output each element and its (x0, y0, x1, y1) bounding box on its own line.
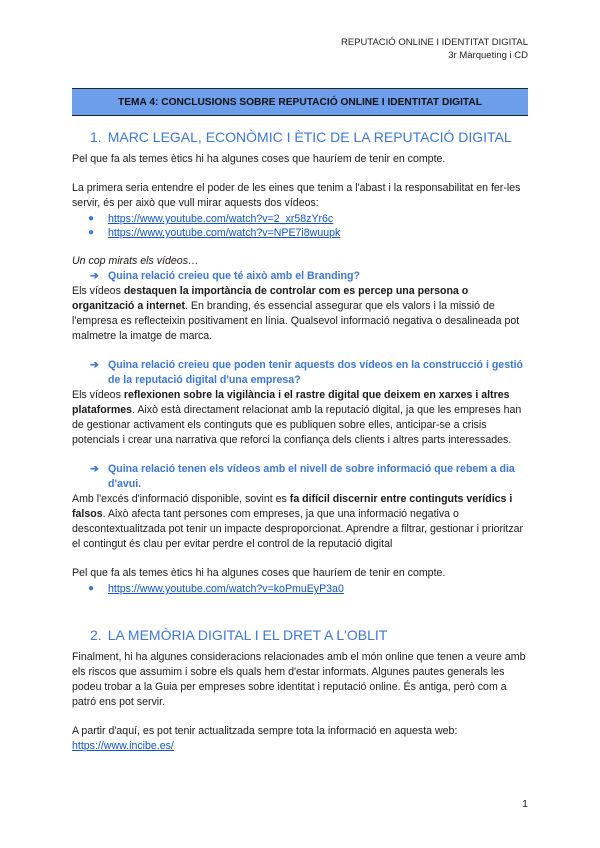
page-number: 1 (522, 798, 528, 810)
section-1-number: 1. (90, 129, 102, 145)
section-2-heading (90, 626, 530, 644)
question-1 (72, 269, 530, 284)
header-title: REPUTACIÓ ONLINE I IDENTITAT DIGITAL (340, 37, 528, 48)
section-1-title: MARC LEGAL, ECONÒMIC I ÈTIC DE LA REPUTACIÓ DIGITAL (107, 129, 512, 145)
list-item (72, 226, 530, 240)
answer-3-text-b: . Això afecta tant persones com empreses, ja que una informació negativa o descontextualitzada pot tenir un impacte desproporcionat. Aprendre a filtrar, gestionar i prioritzar el contingut és clau per evitar perdre el control de la reputació digital (72, 508, 524, 550)
answer-1-text-b: . En branding, és essencial assegurar que els valors i la missió de l'empresa es reflecteixin positivament en línia. Qualsevol informació negativa o desalineada pot malmetre la imatge de marca. (72, 300, 520, 342)
video-link-2[interactable]: https://www.youtube.com/watch?v=NPE7i8wuupk (108, 227, 341, 239)
arrow-right-icon: ➔ (90, 359, 99, 371)
after-videos-note: Un cop mirats els vídeos… (72, 255, 199, 267)
topic-banner: TEMA 4: CONCLUSIONS SOBRE REPUTACIÓ ONLINE I IDENTITAT DIGITAL (72, 88, 528, 116)
bullet-icon: ● (88, 583, 95, 594)
arrow-right-icon: ➔ (90, 463, 99, 475)
question-2-text: Quina relació creieu que poden tenir aquests dos vídeos en la construcció i gestió de la reputació digital d'una empresa? (108, 359, 524, 386)
answer-3 (72, 492, 530, 552)
answer-2-bold: reflexionen sobre la vigilància i el rastre digital que deixem en xarxes i altres plataformes (72, 389, 510, 416)
section-2-title: LA MEMÒRIA DIGITAL I EL DRET A L'OBLIT (107, 627, 388, 643)
video-links-list (72, 212, 530, 240)
document-body (72, 128, 530, 754)
section-1-heading (90, 128, 530, 146)
answer-2 (72, 388, 530, 448)
section-1-intro: Pel que fa als temes ètics hi ha algunes coses que hauríem de tenir en compte. (72, 153, 446, 165)
list-item (72, 582, 530, 596)
section-1-outro: Pel que fa als temes ètics hi ha algunes coses que hauríem de tenir en compte. (72, 567, 446, 579)
answer-1 (72, 284, 530, 344)
question-3-text: Quina relació tenen els vídeos amb el nivell de sobre informació que rebem a dia d'avui. (108, 463, 515, 490)
section-2-para2: A partir d'aquí, es pot tenir actualitzada sempre tota la informació en aquesta web: (72, 725, 458, 737)
answer-3-bold: fa difícil discernir entre continguts verídics i falsos (72, 493, 513, 520)
section-2-number: 2. (90, 627, 102, 643)
question-2 (72, 358, 530, 388)
video-links-list-2 (72, 582, 530, 596)
header-course: 3r Màrqueting i CD (448, 50, 528, 61)
bullet-icon: ● (88, 227, 95, 238)
arrow-right-icon: ➔ (90, 270, 99, 282)
section-1-para2: La primera seria entendre el poder de les eines que tenim a l'abast i la responsabilitat en fer-les servir, és per això que vull mirar aquests dos vídeos: (72, 182, 521, 209)
answer-1-text-a: Els vídeos (72, 285, 124, 297)
question-3 (72, 462, 530, 492)
question-1-text: Quina relació creieu que té això amb el Branding? (108, 270, 360, 282)
list-item (72, 212, 530, 226)
video-link-3[interactable]: https://www.youtube.com/watch?v=koPmuEyP3a0 (108, 583, 344, 595)
page-header (341, 36, 528, 62)
answer-3-text-a: Amb l'excés d'informació disponible, sovint es (72, 493, 290, 505)
answer-2-text-b: . Això està directament relacionat amb la reputació digital, ja que les empreses han de gestionar activament els continguts que es publiquen sobre elles, anticipar-se a crisis potencials i crear una narrativa que reforci la confiança dels clients i altres parts interessades. (72, 404, 522, 446)
incibe-link[interactable]: https://www.incibe.es/ (72, 740, 174, 752)
bullet-icon: ● (88, 213, 95, 224)
section-2-para1: Finalment, hi ha algunes consideracions relacionades amb el món online que tenen a veure amb els riscos que assumim i sobre els quals hem d'estar informats. Algunes pautes generals les podeu trobar a la Guia per empreses sobre identitat i reputació online. És antiga, però com a patró ens pot servir. (72, 651, 526, 708)
answer-2-text-a: Els vídeos (72, 389, 124, 401)
video-link-1[interactable]: https://www.youtube.com/watch?v=2_xr58zYr6c (108, 213, 334, 225)
answer-1-bold: destaquen la importància de controlar com es percep una persona o organització a internet (72, 285, 469, 312)
